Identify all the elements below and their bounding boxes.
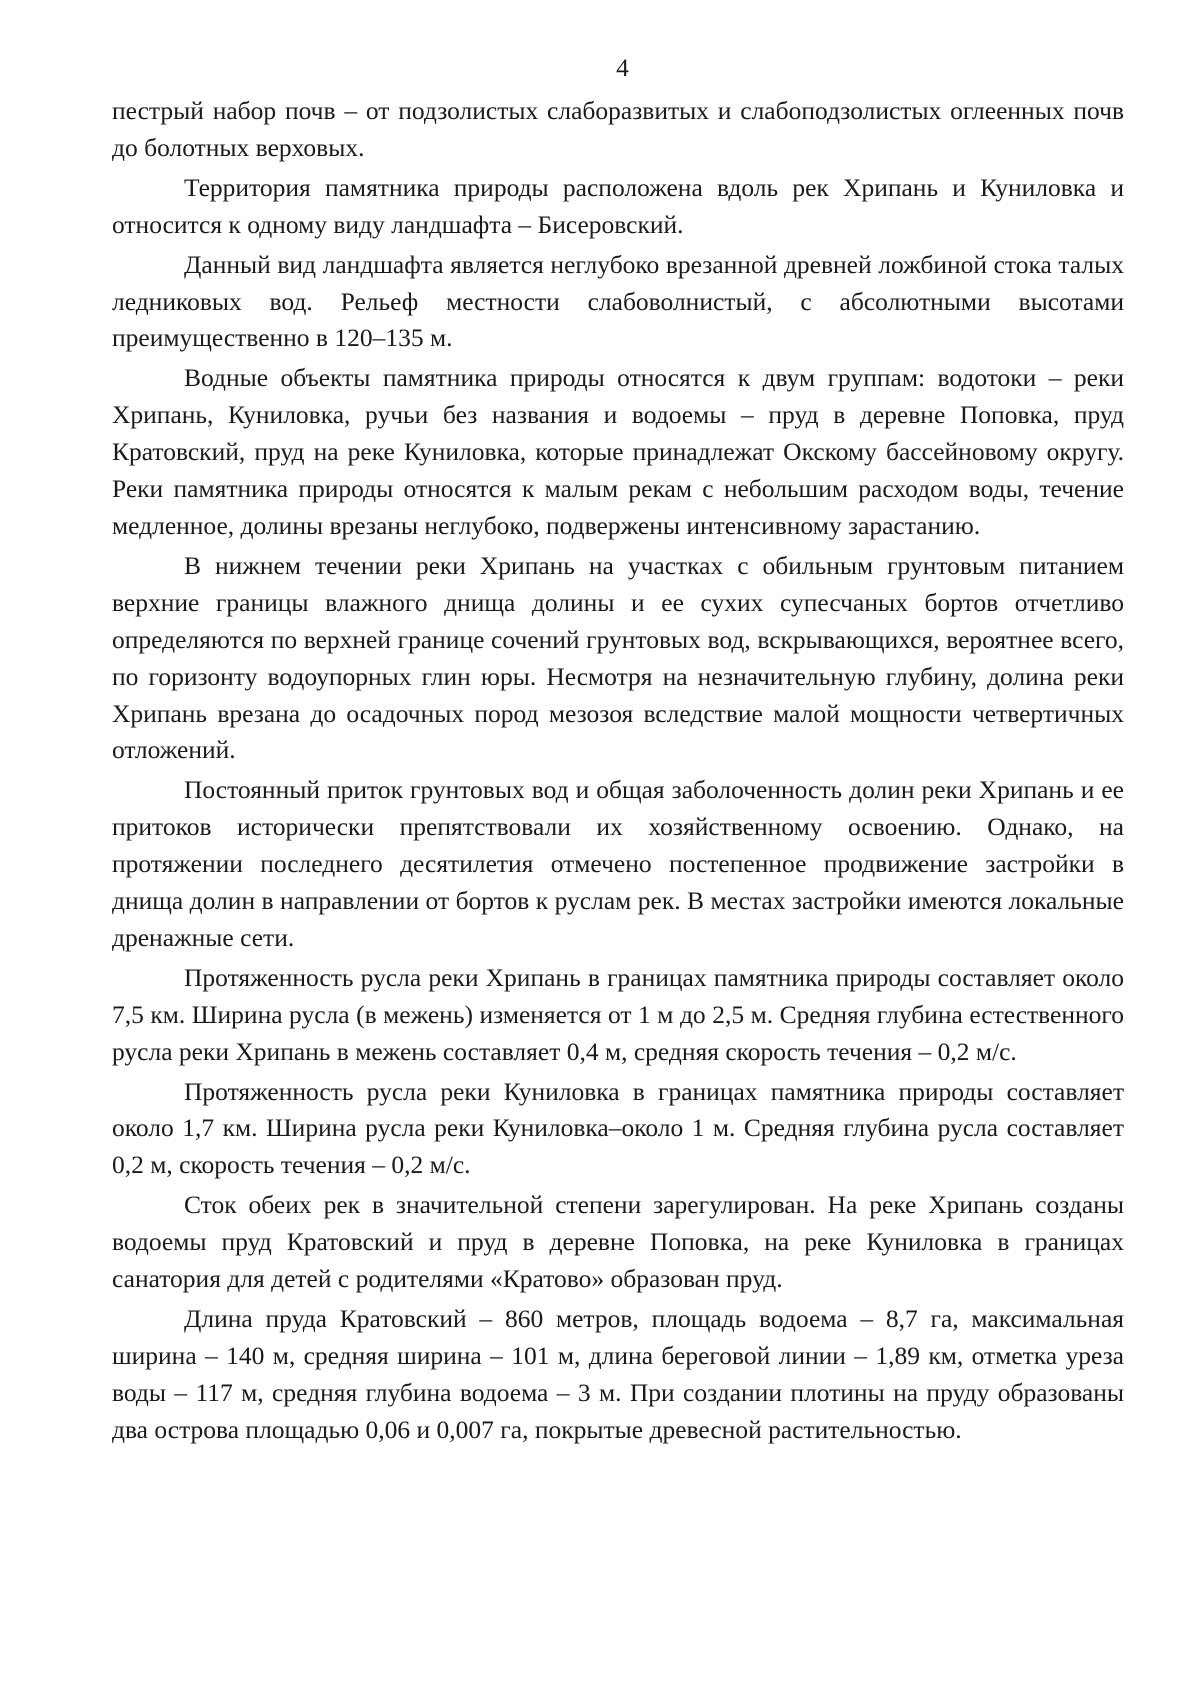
paragraph-soils-continued: пестрый набор почв – от подзолистых слаборазвитых и слабоподзолистых оглеенных почв до болотных верховых. — [112, 96, 1124, 162]
paragraph-lower-reaches: В нижнем течении реки Хрипань на участках с обильным грунтовым питанием верхние границы влажного днища долины и ее сухих супесчаных бортов отчетливо определяются по верхней границе сочений грунтовых вод, вскрывающихся, вероятнее всего, по горизонту водоупорных глин юры. Несмотря на незначительную глубину, долина реки Хрипань врезана до осадочных пород мезозоя вследствие малой мощности четвертичных отложений. — [112, 550, 1124, 765]
paragraph-regulated-flow: Сток обеих рек в значительной степени зарегулирован. На реке Хрипань созданы водоемы пруд Кратовский и пруд в деревне Поповка, на реке Куниловка в границах санатория для детей с родителями «Кратово» образован пруд. — [112, 1190, 1124, 1294]
paragraph-groundwater-development: Постоянный приток грунтовых вод и общая заболоченность долин реки Хрипань и ее притоков исторически препятствовали их хозяйственному освоению. Однако, на протяжении последнего десятилетия отмечено постепенное продвижение застройки в днища долин в направлении от бортов к руслам рек. В местах застройки имеются локальные дренажные сети. — [112, 775, 1124, 952]
page-number: 4 — [616, 53, 629, 82]
paragraph-water-objects: Водные объекты памятника природы относятся к двум группам: водотоки – реки Хрипань, Куниловка, ручьи без названия и водоемы – пруд в деревне Поповка, пруд Кратовский, пруд на реке Куниловка, которые принадлежат Окскому бассейновому округу. Реки памятника природы относятся к малым рекам с небольшим расходом воды, течение медленное, долины врезаны неглубоко, подвержены интенсивному зарастанию. — [112, 363, 1124, 540]
paragraph-kratovsky-pond: Длина пруда Кратовский – 860 метров, площадь водоема – 8,7 га, максимальная ширина – 140 м, средняя ширина – 101 м, длина береговой линии – 1,89 км, отметка уреза воды – 117 м, средняя глубина водоема – 3 м. При создании плотины на пруду образованы два острова площадью 0,06 и 0,007 га, покрытые древесной растительностью. — [112, 1304, 1124, 1444]
document-body — [112, 93, 1124, 1452]
paragraph-territory-location: Территория памятника природы расположена вдоль рек Хрипань и Куниловка и относится к одному виду ландшафта – Бисеровский. — [112, 172, 1124, 239]
paragraph-khripan-channel: Протяженность русла реки Хрипань в границах памятника природы составляет около 7,5 км. Ширина русла (в межень) изменяется от 1 м до 2,5 м. Средняя глубина естественного русла реки Хрипань в межень составляет 0,4 м, средняя скорость течения – 0,2 м/с. — [112, 962, 1124, 1066]
paragraph-landscape-relief: Данный вид ландшафта является неглубоко врезанной древней ложбиной стока талых ледниковых вод. Рельеф местности слабоволнистый, с абсолютными высотами преимущественно в 120–135 м. — [112, 249, 1124, 353]
paragraph-kunilovka-channel: Протяженность русла реки Куниловка в границах памятника природы составляет около 1,7 км. Ширина русла реки Куниловка–около 1 м. Средняя глубина русла составляет 0,2 м, скорость течения – 0,2 м/с. — [112, 1076, 1124, 1180]
